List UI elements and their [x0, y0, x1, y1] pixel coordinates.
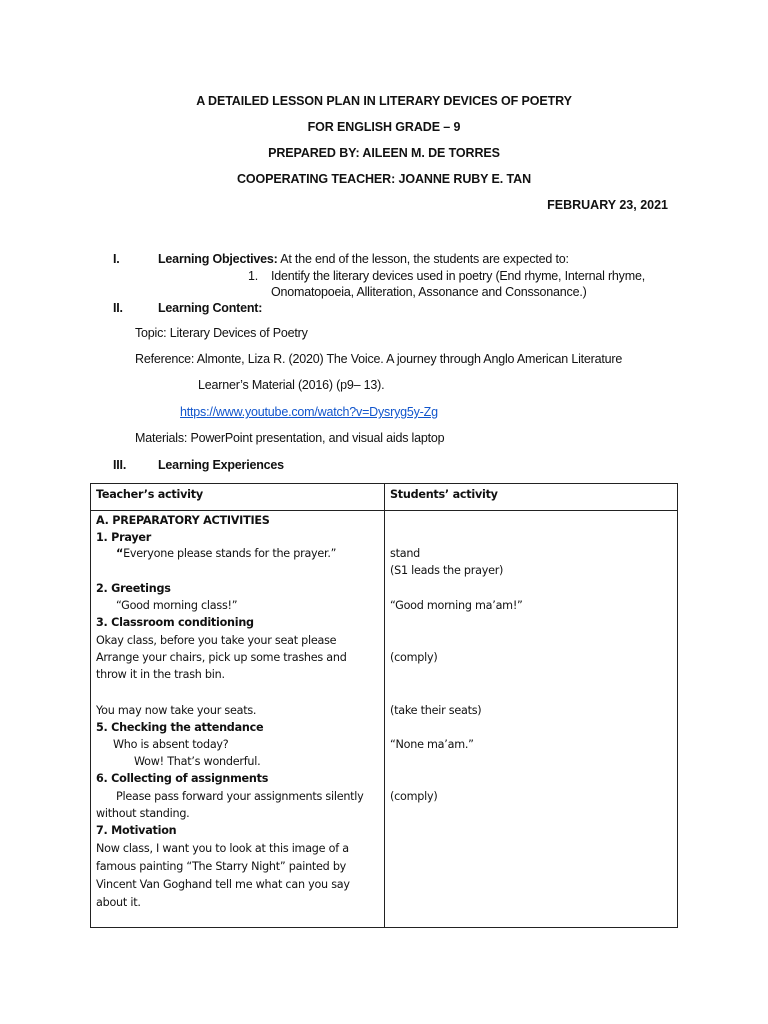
- objective-line-1: Identify the literary devices used in poetry (End rhyme, Internal rhyme,: [271, 269, 645, 283]
- attendance-heading: 5. Checking the attendance: [96, 721, 264, 734]
- students-leads-prayer: (S1 leads the prayer): [390, 564, 504, 577]
- students-stand: stand: [390, 547, 421, 560]
- section-1-heading: Learning Objectives:: [158, 252, 278, 266]
- motivation-line-1: Now class, I want you to look at this image of a: [96, 842, 349, 855]
- assignments-heading: 6. Collecting of assignments: [96, 772, 269, 785]
- greetings-text: “Good morning class!”: [116, 599, 238, 612]
- students-activity-header: Students’ activity: [390, 488, 498, 501]
- section-2-heading: Learning Content:: [158, 301, 263, 315]
- youtube-link[interactable]: https://www.youtube.com/watch?v=Dysryg5y-Zg: [180, 405, 438, 419]
- section-2-numeral: II.: [113, 301, 123, 315]
- conditioning-line-2: Arrange your chairs, pick up some trashes and: [96, 651, 347, 664]
- preparatory-activities: A. PREPARATORY ACTIVITIES: [96, 514, 270, 527]
- section-3-numeral: III.: [113, 458, 127, 472]
- cooperating-teacher-line: COOPERATING TEACHER: JOANNE RUBY E. TAN: [236, 172, 532, 186]
- conditioning-line-1: Okay class, before you take your seat please: [96, 634, 337, 647]
- motivation-line-4: about it.: [96, 896, 141, 909]
- section-1-intro: At the end of the lesson, the students are expected to:: [280, 252, 569, 266]
- students-take-seats: (take their seats): [390, 704, 482, 717]
- document-title: A DETAILED LESSON PLAN IN LITERARY DEVICES OF POETRY: [196, 94, 572, 108]
- section-1-line: [158, 252, 569, 266]
- students-comply-2: (comply): [390, 790, 438, 803]
- reference-link-wrap: [180, 405, 438, 419]
- objective-number: 1.: [248, 269, 259, 283]
- attendance-line-2: Wow! That’s wonderful.: [134, 755, 261, 768]
- column-divider: [384, 484, 385, 927]
- teacher-activity-header: Teacher’s activity: [96, 488, 203, 501]
- subject-line: FOR ENGLISH GRADE – 9: [307, 120, 461, 134]
- motivation-line-2: famous painting “The Starry Night” painted by: [96, 860, 347, 873]
- take-seats-text: You may now take your seats.: [96, 704, 257, 717]
- prepared-by-line: PREPARED BY: AILEEN M. DE TORRES: [268, 146, 500, 160]
- prayer-open-quote: “: [116, 547, 124, 560]
- assignments-line-2: without standing.: [96, 807, 190, 820]
- conditioning-line-3: throw it in the trash bin.: [96, 668, 225, 681]
- objective-line-2: Onomatopoeia, Alliteration, Assonance and Conssonance.): [271, 285, 587, 299]
- reference-continued: Learner’s Material (2016) (p9– 13).: [198, 378, 385, 392]
- reference-line: Reference: Almonte, Liza R. (2020) The Voice. A journey through Anglo American Literature: [135, 352, 623, 366]
- students-greeting: “Good morning ma’am!”: [390, 599, 523, 612]
- assignments-line-1: Please pass forward your assignments silently: [116, 790, 364, 803]
- prayer-heading: 1. Prayer: [96, 531, 151, 544]
- motivation-line-3: Vincent Van Goghand tell me what can you say: [96, 878, 350, 891]
- section-1-numeral: I.: [113, 252, 120, 266]
- students-none-absent: “None ma’am.”: [390, 738, 474, 751]
- prayer-text: [116, 547, 336, 560]
- materials-line: Materials: PowerPoint presentation, and visual aids laptop: [135, 431, 445, 445]
- motivation-heading: 7. Motivation: [96, 824, 177, 837]
- topic-line: Topic: Literary Devices of Poetry: [135, 326, 308, 340]
- greetings-heading: 2. Greetings: [96, 582, 171, 595]
- students-comply-1: (comply): [390, 651, 438, 664]
- learning-experiences-table: [90, 483, 678, 928]
- conditioning-heading: 3. Classroom conditioning: [96, 616, 254, 629]
- document-date: FEBRUARY 23, 2021: [547, 198, 668, 212]
- prayer-instruction: Everyone please stands for the prayer.”: [123, 547, 337, 560]
- attendance-line-1: Who is absent today?: [113, 738, 229, 751]
- section-3-heading: Learning Experiences: [158, 458, 284, 472]
- header-divider: [91, 510, 677, 511]
